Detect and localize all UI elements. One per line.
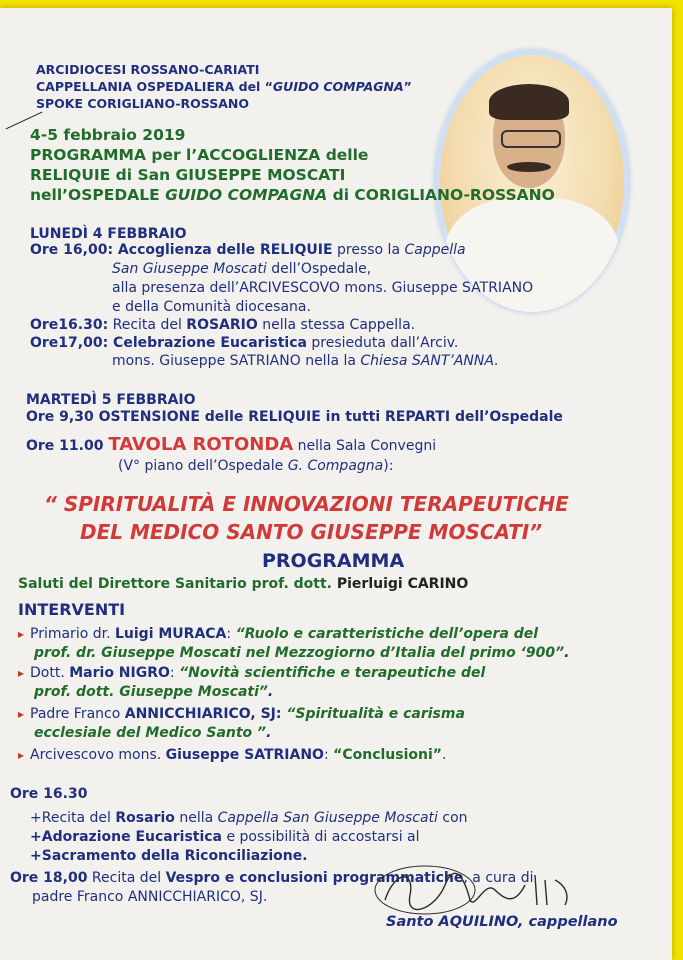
arrow-bullet-icon: ▸ <box>18 627 25 641</box>
document-page <box>0 8 672 960</box>
intervento-2-l2: prof. dott. Giuseppe Moscati”. <box>34 684 274 700</box>
afternoon-time: Ore 16.30 <box>10 786 88 802</box>
tuesday-title: MARTEDÌ 5 FEBBRAIO <box>26 392 196 408</box>
signature-name: Santo AQUILINO, cappellano <box>386 914 618 930</box>
monday-row-3-l2: mons. Giuseppe SATRIANO nella la Chiesa SANT’ANNA. <box>112 353 499 369</box>
monday-row-3: Ore17,00: Celebrazione Eucaristica presieduta dall’Arciv. <box>30 335 459 351</box>
afternoon-line-1: +Recita del Rosario nella Cappella San Giuseppe Moscati con <box>30 810 468 826</box>
intro-line-1: PROGRAMMA per l’ACCOGLIENZA delle <box>30 146 369 164</box>
vespro-line: Ore 18,00 Recita del Vespro e conclusioni programmatiche, a cura di <box>10 870 534 886</box>
intervento-1: ▸ Primario dr. Luigi MURACA: “Ruolo e caratteristiche dell’opera del <box>18 626 539 642</box>
programma-title: PROGRAMMA <box>262 550 405 572</box>
monday-row-1: Ore 16,00: Accoglienza delle RELIQUIE presso la Cappella <box>30 242 466 258</box>
saluti-line: Saluti del Direttore Sanitario prof. dott. Pierluigi CARINO <box>18 576 469 592</box>
tuesday-row-2: Ore 11.00 TAVOLA ROTONDA nella Sala Convegni <box>26 434 437 455</box>
theme-line-2: DEL MEDICO SANTO GIUSEPPE MOSCATI” <box>80 520 543 544</box>
intervento-3: ▸ Padre Franco ANNICCHIARICO, SJ: “Spiritualità e carisma <box>18 706 465 722</box>
header-line-3: SPOKE CORIGLIANO-ROSSANO <box>36 96 249 111</box>
intervento-2: ▸ Dott. Mario NIGRO: “Novità scientifiche e terapeutiche del <box>18 665 486 681</box>
monday-row-2: Ore16.30: Recita del ROSARIO nella stessa Cappella. <box>30 317 416 333</box>
intervento-4: ▸ Arcivescovo mons. Giuseppe SATRIANO: “Conclusioni”. <box>18 747 447 763</box>
arrow-bullet-icon: ▸ <box>18 707 25 721</box>
tuesday-row-1: Ore 9,30 OSTENSIONE delle RELIQUIE in tutti REPARTI dell’Ospedale <box>26 409 563 425</box>
monday-title: LUNEDÌ 4 FEBBRAIO <box>30 226 187 242</box>
vespro-line-2: padre Franco ANNICCHIARICO, SJ. <box>32 889 268 905</box>
monday-row-1-l3: alla presenza dell’ARCIVESCOVO mons. Giuseppe SATRIANO <box>112 280 534 296</box>
event-date: 4-5 febbraio 2019 <box>30 126 186 144</box>
intervento-3-l2: ecclesiale del Medico Santo ”. <box>34 725 272 741</box>
header-line-2: CAPPELLANIA OSPEDALIERA del “GUIDO COMPAGNA” <box>36 79 412 94</box>
theme-line-1: “ SPIRITUALITÀ E INNOVAZIONI TERAPEUTICHE <box>44 492 569 516</box>
intro-line-2: RELIQUIE di San GIUSEPPE MOSCATI <box>30 166 346 184</box>
arrow-bullet-icon: ▸ <box>18 666 25 680</box>
saint-portrait <box>435 50 629 312</box>
tuesday-row-2-l2: (V° piano dell’Ospedale G. Compagna): <box>118 458 394 474</box>
intro-line-3: nell’OSPEDALE GUIDO COMPAGNA di CORIGLIANO-ROSSANO <box>30 186 555 204</box>
header-line-1: ARCIDIOCESI ROSSANO-CARIATI <box>36 62 260 77</box>
handwritten-signature <box>365 860 575 920</box>
monday-row-1-l2: San Giuseppe Moscati dell’Ospedale, <box>112 261 372 277</box>
monday-row-1-l4: e della Comunità diocesana. <box>112 299 311 315</box>
arrow-bullet-icon: ▸ <box>18 748 25 762</box>
afternoon-line-2: +Adorazione Eucaristica e possibilità di accostarsi al <box>30 829 420 845</box>
interventi-title: INTERVENTI <box>18 600 126 619</box>
intervento-1-l2: prof. dr. Giuseppe Moscati nel Mezzogiorno d’Italia del primo ‘900”. <box>34 645 570 661</box>
afternoon-line-3: +Sacramento della Riconciliazione. <box>30 848 308 864</box>
